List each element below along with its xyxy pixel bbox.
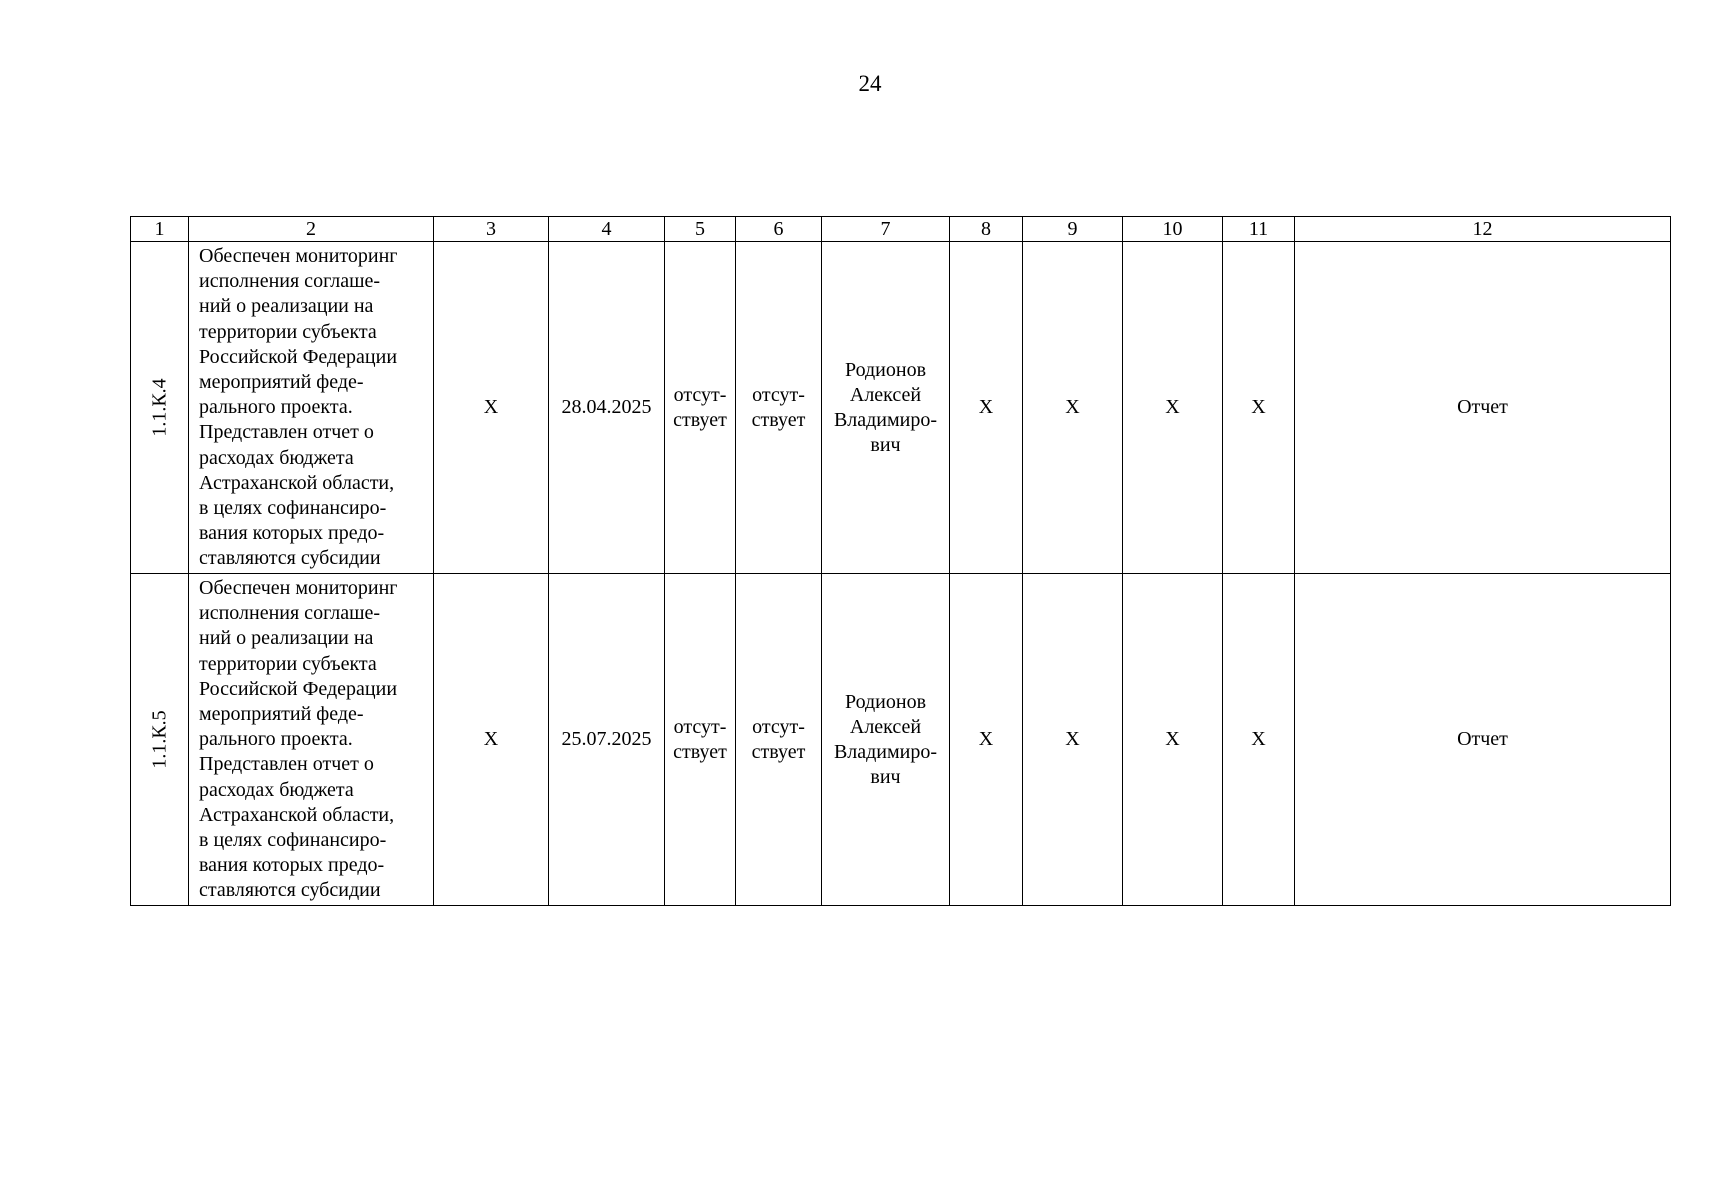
col6-cell bbox=[736, 574, 822, 906]
col8-cell: Х bbox=[950, 242, 1023, 574]
description-line: рального проекта. bbox=[199, 396, 353, 419]
description-line: Астраханской области, bbox=[199, 803, 395, 826]
col9-cell: Х bbox=[1023, 242, 1123, 574]
column-number-cell: 6 bbox=[736, 217, 822, 242]
column-number-row bbox=[131, 217, 1671, 242]
col5-line: ствует bbox=[673, 740, 727, 763]
description-line: расходах бюджета bbox=[199, 778, 354, 801]
description-line: исполнения соглаше- bbox=[199, 270, 381, 293]
col8-cell: Х bbox=[950, 574, 1023, 906]
description-cell bbox=[189, 574, 434, 906]
description-line: Представлен отчет о bbox=[199, 421, 374, 444]
col10-cell: Х bbox=[1123, 574, 1223, 906]
schedule-table bbox=[130, 216, 1671, 906]
date-cell: 25.07.2025 bbox=[549, 574, 665, 906]
column-number-cell: 10 bbox=[1123, 217, 1223, 242]
description-line: мероприятий феде- bbox=[199, 371, 364, 394]
col11-cell: Х bbox=[1223, 574, 1295, 906]
col6-line: ствует bbox=[751, 408, 806, 431]
description-line: вания которых предо- bbox=[199, 522, 385, 545]
responsible-line: Владимиро- bbox=[833, 408, 938, 431]
row-code: 1.1.К.4 bbox=[148, 378, 171, 437]
column-number-cell: 1 bbox=[131, 217, 189, 242]
description-line: территории субъекта bbox=[199, 320, 377, 343]
responsible-line: Алексей bbox=[849, 715, 922, 738]
col6-cell bbox=[736, 242, 822, 574]
responsible-cell bbox=[822, 574, 950, 906]
col6-line: отсут- bbox=[752, 383, 805, 406]
col6-line: отсут- bbox=[752, 715, 805, 738]
responsible-line: Родионов bbox=[844, 690, 927, 713]
description-line: расходах бюджета bbox=[199, 446, 354, 469]
row-code-cell bbox=[131, 242, 189, 574]
responsible-line: вич bbox=[870, 433, 901, 456]
date-cell: 28.04.2025 bbox=[549, 242, 665, 574]
description-line: ний о реализации на bbox=[199, 627, 374, 650]
result-cell: Отчет bbox=[1295, 574, 1671, 906]
col5-line: ствует bbox=[673, 408, 727, 431]
description-line: Российской Федерации bbox=[199, 677, 398, 700]
col3-cell: Х bbox=[434, 242, 549, 574]
responsible-cell bbox=[822, 242, 950, 574]
description-line: вания которых предо- bbox=[199, 854, 385, 877]
col9-cell: Х bbox=[1023, 574, 1123, 906]
column-number-cell: 3 bbox=[434, 217, 549, 242]
col10-cell: Х bbox=[1123, 242, 1223, 574]
col6-line: ствует bbox=[751, 740, 806, 763]
page-number: 24 bbox=[858, 71, 882, 96]
responsible-line: Алексей bbox=[849, 383, 922, 406]
row-code: 1.1.К.5 bbox=[148, 710, 171, 769]
description-line: Представлен отчет о bbox=[199, 753, 374, 776]
description-line: Обеспечен мониторинг bbox=[199, 245, 398, 267]
description-line: ставляются субсидии bbox=[199, 879, 381, 902]
description-line: в целях софинансиро- bbox=[199, 829, 387, 852]
column-number-cell: 5 bbox=[665, 217, 736, 242]
table-row bbox=[131, 242, 1671, 574]
description-line: рального проекта. bbox=[199, 728, 353, 751]
responsible-line: Владимиро- bbox=[833, 740, 938, 763]
description-line: ставляются субсидии bbox=[199, 547, 381, 570]
description-line: мероприятий феде- bbox=[199, 703, 364, 726]
description-line: Обеспечен мониторинг bbox=[199, 577, 398, 599]
col5-line: отсут- bbox=[673, 383, 727, 406]
column-number-cell: 2 bbox=[189, 217, 434, 242]
row-code-cell bbox=[131, 574, 189, 906]
col3-cell: Х bbox=[434, 574, 549, 906]
result-cell: Отчет bbox=[1295, 242, 1671, 574]
col5-cell bbox=[665, 242, 736, 574]
responsible-line: вич bbox=[870, 765, 901, 788]
col11-cell: Х bbox=[1223, 242, 1295, 574]
responsible-line: Родионов bbox=[844, 358, 927, 381]
description-line: территории субъекта bbox=[199, 652, 377, 675]
col5-cell bbox=[665, 574, 736, 906]
column-number-cell: 11 bbox=[1223, 217, 1295, 242]
description-line: Астраханской области, bbox=[199, 471, 395, 494]
column-number-cell: 9 bbox=[1023, 217, 1123, 242]
column-number-cell: 8 bbox=[950, 217, 1023, 242]
col5-line: отсут- bbox=[673, 715, 727, 738]
column-number-cell: 4 bbox=[549, 217, 665, 242]
description-line: Российской Федерации bbox=[199, 345, 398, 368]
description-line: ний о реализации на bbox=[199, 295, 374, 318]
column-number-cell: 12 bbox=[1295, 217, 1671, 242]
description-line: в целях софинансиро- bbox=[199, 497, 387, 520]
description-line: исполнения соглаше- bbox=[199, 602, 381, 625]
table-row bbox=[131, 574, 1671, 906]
column-number-cell: 7 bbox=[822, 217, 950, 242]
description-cell bbox=[189, 242, 434, 574]
